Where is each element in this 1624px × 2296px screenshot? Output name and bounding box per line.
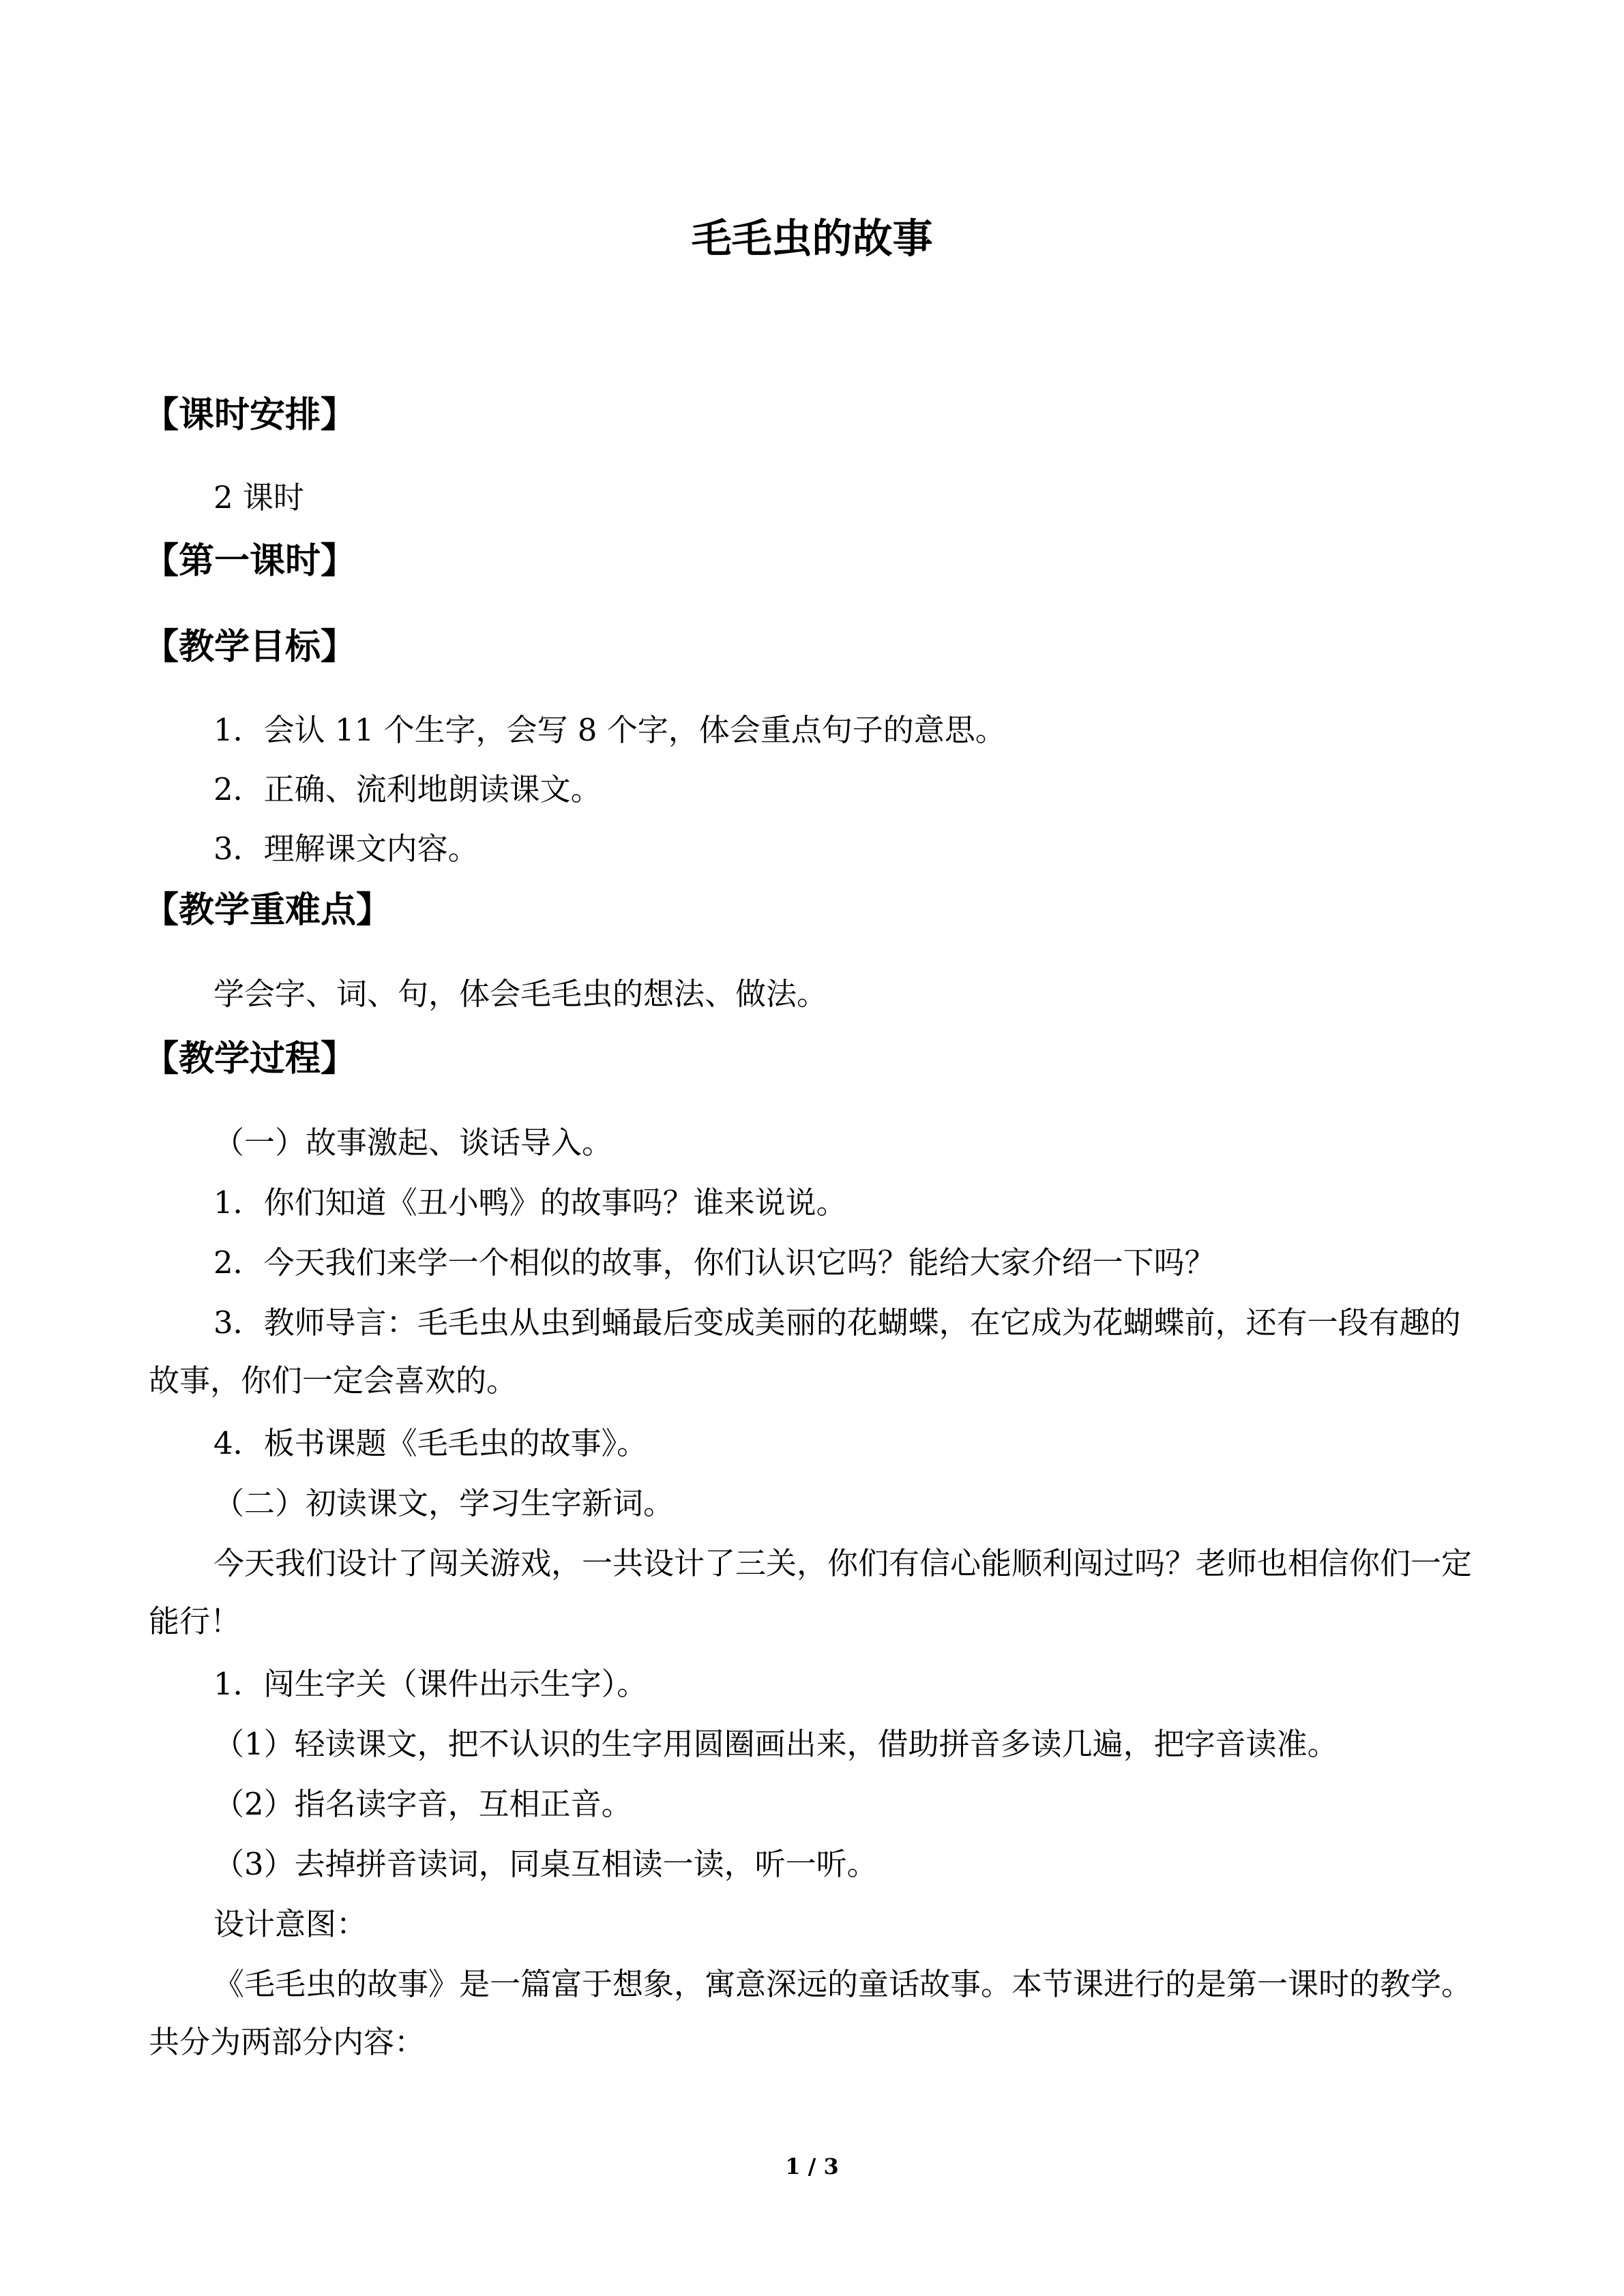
process-item: 2．今天我们来学一个相似的故事，你们认识它吗？能给大家介绍一下吗？ xyxy=(213,1244,1215,1281)
process-item: （一）故事激起、谈话导入。 xyxy=(213,1124,613,1161)
process-item: 1．闯生字关（课件出示生字）。 xyxy=(213,1666,648,1702)
process-item: （2）指名读字音，互相正音。 xyxy=(213,1786,632,1822)
page-number: 1 / 3 xyxy=(785,2153,839,2179)
process-item: （1）轻读课文，把不认识的生字用圆圈画出来，借助拼音多读几遍，把字音读准。 xyxy=(213,1726,1338,1762)
goal-item: 3．理解课文内容。 xyxy=(213,831,479,867)
document-title: 毛毛虫的故事 xyxy=(691,215,933,262)
heading-process: 【教学过程】 xyxy=(143,1038,357,1079)
heading-goals: 【教学目标】 xyxy=(143,626,357,668)
heading-key-points: 【教学重难点】 xyxy=(143,889,392,931)
process-item: （3）去掉拼音读词，同桌互相读一读，听一听。 xyxy=(213,1846,878,1882)
process-item: 今天我们设计了闯关游戏，一共设计了三关，你们有信心能顺利闯过吗？老师也相信你们一定能行！ xyxy=(149,1545,1473,1639)
process-item: 设计意图： xyxy=(213,1906,368,1942)
schedule-text: 2 课时 xyxy=(213,479,304,516)
process-item: 3．教师导言：毛毛虫从虫到蛹最后变成美丽的花蝴蝶，在它成为花蝴蝶前，还有一段有趣的故事，你们一定会喜欢的。 xyxy=(149,1304,1461,1399)
process-item: 4．板书课题《毛毛虫的故事》。 xyxy=(213,1425,648,1461)
key-points-text: 学会字、词、句，体会毛毛虫的想法、做法。 xyxy=(213,976,828,1012)
process-item: 《毛毛虫的故事》是一篇富于想象，寓意深远的童话故事。本节课进行的是第一课时的教学。共分为两部分内容： xyxy=(149,1966,1473,2060)
heading-schedule: 【课时安排】 xyxy=(143,394,357,436)
goal-item: 2．正确、流利地朗读课文。 xyxy=(213,771,602,807)
process-item: （二）初读课文，学习生字新词。 xyxy=(213,1485,675,1521)
heading-lesson-one: 【第一课时】 xyxy=(143,540,357,582)
goal-item: 1．会认 11 个生字，会写 8 个字，体会重点句子的意思。 xyxy=(213,712,1006,748)
process-item: 1．你们知道《丑小鸭》的故事吗？谁来说说。 xyxy=(213,1184,847,1221)
